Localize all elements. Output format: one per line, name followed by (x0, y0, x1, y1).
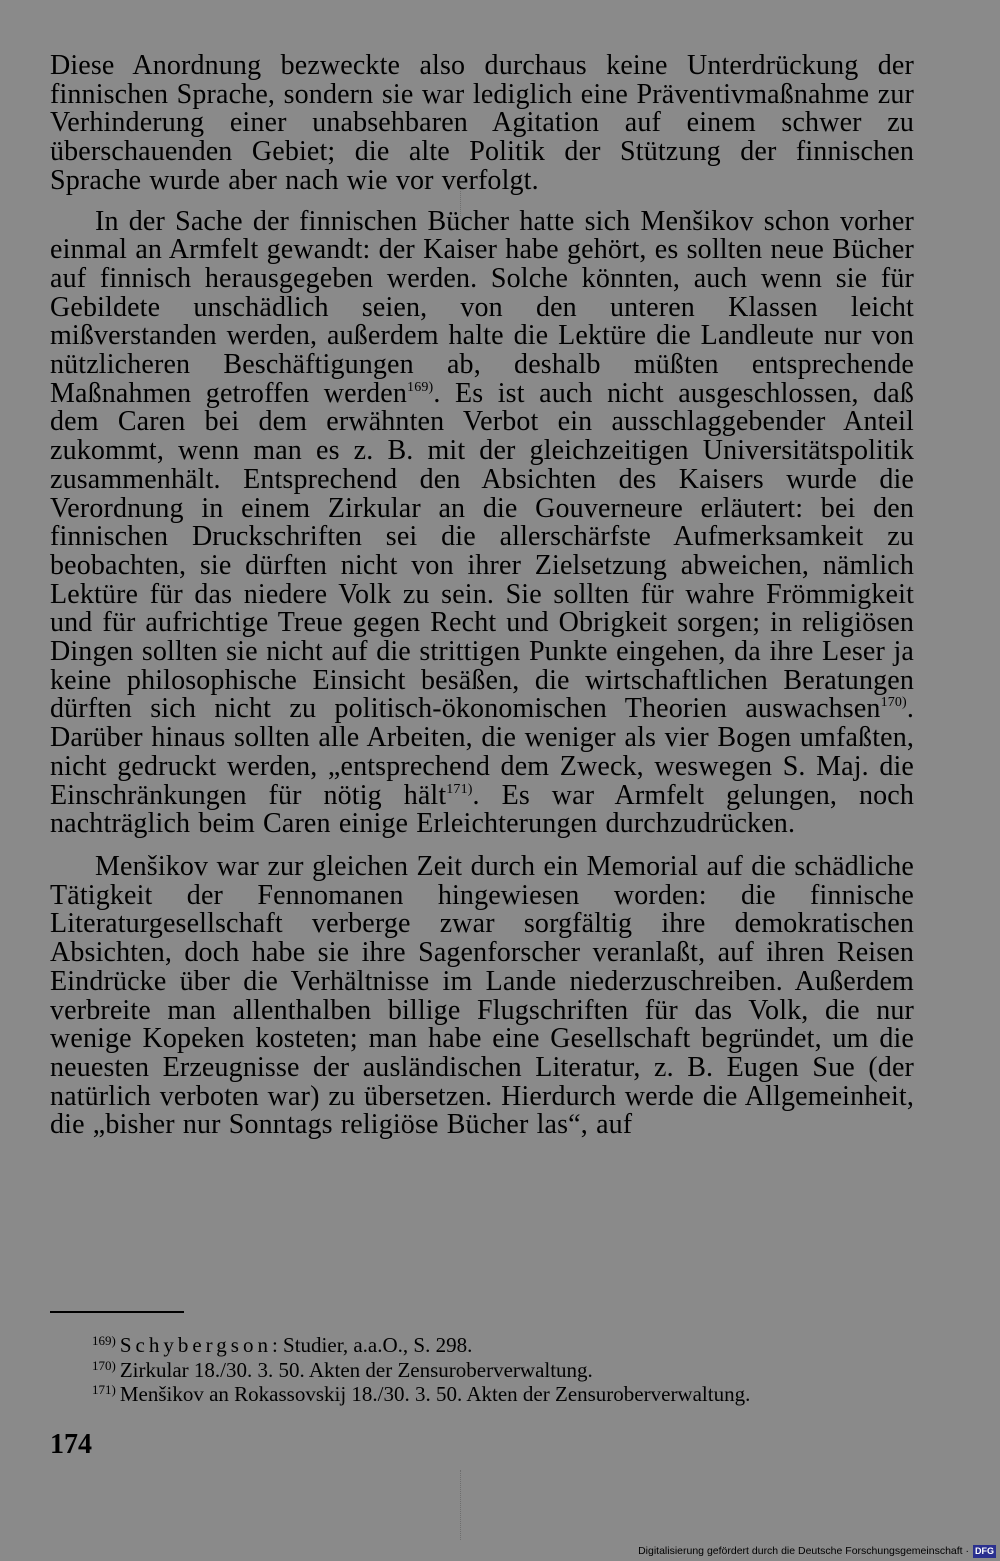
scan-fold-line-bottom (460, 1470, 461, 1540)
footnote-number: 170) (92, 1357, 116, 1373)
page-number: 174 (50, 1429, 92, 1460)
footnote-171 (50, 1382, 916, 1407)
footnote-text: Zirkular 18./30. 3. 50. Akten der Zensuroberverwaltung. (119, 1357, 593, 1382)
text-run: Menšikov war zur gleichen Zeit durch ein Memorial auf die schädliche Tätigkeit der Fennomanen hingewiesen worden: die finnische Literaturgesellschaft verberge zwar sorgfältig ihre demokratischen Absichten, doch habe sie ihre Sagenforscher veranlaßt, auf ihren Reisen Eindrücke über die Verhältnisse im Lande niederzuschreiben. Außerdem verbreite man allenthalben billige Flugschriften für das Volk, die nur wenige Kopeken kosteten; man habe eine Gesellschaft begründet, um die neuesten Erzeugnisse der ausländischen Literatur, z. B. Eugen Sue (der natürlich verboten war) zu übersetzen. Hierdurch werde die Allgemeinheit, die „bisher nur Sonntags religiöse Bücher las“, auf (50, 850, 914, 1141)
footnote-text: Menšikov an Rokassovskij 18./30. 3. 50. Akten der Zensuroberverwaltung. (119, 1382, 751, 1406)
paragraph-2 (50, 205, 914, 840)
footnote-170 (50, 1358, 916, 1383)
text-run: . Es war Armfelt gelungen, noch nachträglich beim Caren einige Erleichterungen durchzudrücken. (50, 779, 914, 840)
footnote-divider (50, 1311, 184, 1313)
dfg-logo: DFG (975, 1545, 994, 1556)
footnote-number: 169) (92, 1333, 116, 1348)
footnote-author: Schybergson (119, 1333, 272, 1357)
text-run: . Darüber hinaus sollten alle Arbeiten, die weniger als vier Bogen umfaßten, nicht gedruckt werden, „entsprechend dem Zweck, weswegen S. Maj. die Einschränkungen für nötig hält (50, 693, 914, 811)
footnote-reference: 170) (880, 695, 907, 711)
paragraph-3 (50, 850, 914, 1141)
footnote-text: : Studier, a.a.O., S. 298. (271, 1333, 473, 1357)
footnote-number: 171) (92, 1382, 116, 1397)
footnotes (50, 1333, 916, 1407)
footnote-reference: 169) (407, 379, 434, 395)
text-run: Diese Anordnung bezweckte also durchaus keine Unterdrückung der finnischen Sprache, sondern sie war lediglich eine Präventivmaßnahme zur Verhinderung einer unabsehbaren Agitation auf einem schwer zu überschauenden Gebiet; die alte Politik der Stützung der finnischen Sprache wurde aber nach wie vor verfolgt. (50, 50, 914, 196)
digitization-credit (638, 1543, 996, 1559)
footnote-169 (50, 1333, 916, 1358)
credit-text: Digitalisierung gefördert durch die Deutsche Forschungsgemeinschaft · (638, 1545, 969, 1557)
body-text (50, 52, 914, 1140)
footnote-reference: 171) (446, 781, 473, 797)
paragraph-1 (50, 52, 914, 196)
text-run: . Es ist auch nicht ausgeschlossen, daß dem Caren bei dem erwähnten Verbot ein ausschlaggebender Anteil zukommt, wenn man es z. B. mit der gleichzeitigen Universitätspolitik zusammenhält. Entsprechend den Absichten des Kaisers wurde die Verordnung in einem Zirkular an die Gouverneure erläutert: bei den finnischen Druckschriften sei die allerschärfste Aufmerksamkeit zu beobachten, sie dürften nicht von ihrer Zielsetzung abweichen, nämlich Lektüre für das niedere Volk zu sein. Sie sollten für wahre Frömmigkeit und für aufrichtige Treue gegen Recht und Obrigkeit sorgen; in religiösen Dingen sollten sie nicht auf die strittigen Punkte eingehen, da ihre Leser ja keine philosophische Einsicht besäßen, die wirtschaftlichen Beratungen dürften sich nicht zu politisch-ökonomischen Theorien auswachsen (50, 377, 914, 725)
text-run: In der Sache der finnischen Bücher hatte sich Menšikov schon vorher einmal an Armfelt gewandt: der Kaiser habe gehört, es sollten neue Bücher auf finnisch herausgegeben werden. Solche könnten, auch wenn sie für Gebildete unschädlich seien, von den unteren Klassen leicht mißverstanden werden, außerdem halte die Lektüre die Landleute nur von nützlicheren Beschäftigungen ab, deshalb müßten entsprechende Maßnahmen getroffen werden (50, 205, 914, 409)
